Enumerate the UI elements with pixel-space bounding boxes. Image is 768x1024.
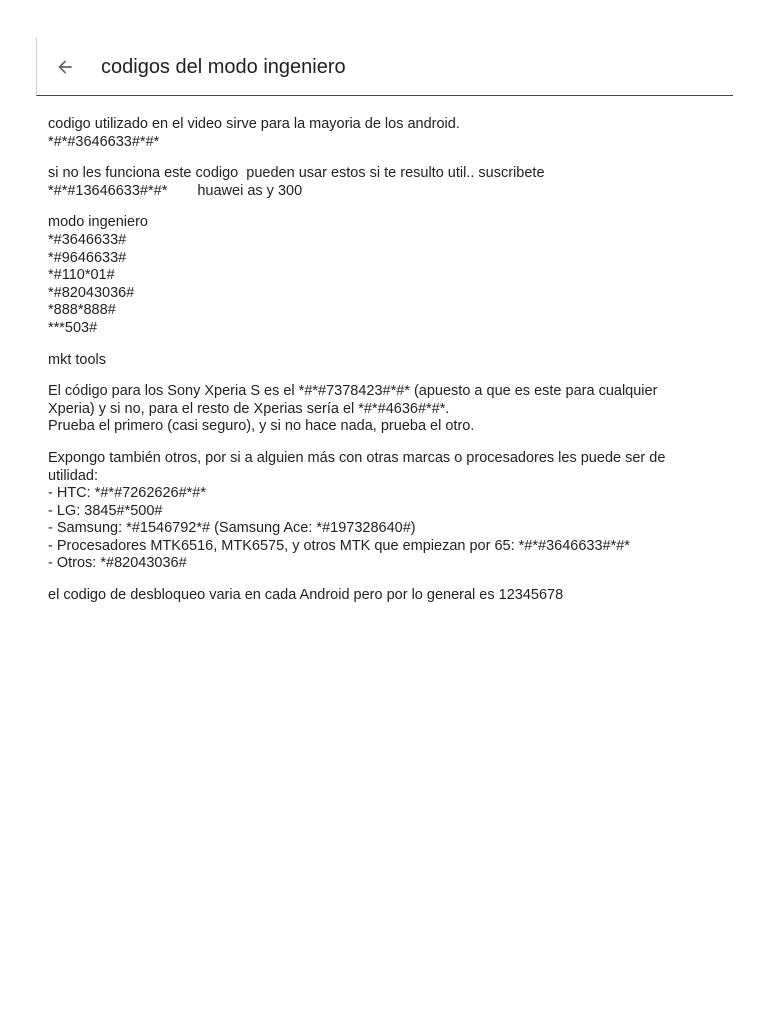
list-item: - Procesadores MTK6516, MTK6575, y otros MTK que empiezan por 65: *#*#3646633#*#*: [48, 537, 630, 554]
note-line: [48, 183, 708, 201]
app-bar: [36, 38, 733, 96]
code-text: *#*#13646633#*#*: [48, 182, 168, 199]
note-line: *#110*01#: [48, 267, 115, 284]
note-line: Expongo también otros, por si a alguien más con otras marcas o procesadores les puede ser de utilidad:: [48, 449, 666, 484]
list-item: - Otros: *#82043036#: [48, 555, 187, 572]
list-item: - LG: 3845#*500#: [48, 502, 163, 519]
note-paragraph: [48, 116, 708, 151]
note-paragraph: [48, 214, 708, 337]
list-item: - HTC: *#*#7262626#*#*: [48, 485, 206, 502]
note-title: codigos del modo ingeniero: [101, 56, 346, 78]
note-line: si no les funciona este codigo pueden usar estos si te resulto util.. suscribete: [48, 165, 545, 182]
list-item: - Samsung: *#1546792*# (Samsung Ace: *#197328640#): [48, 520, 416, 537]
back-button[interactable]: [51, 53, 79, 81]
note-line: *#9646633#: [48, 249, 127, 266]
note-line: codigo utilizado en el video sirve para la mayoria de los android.: [48, 116, 460, 132]
note-line: mkt tools: [48, 351, 107, 368]
note-line: *888*888#: [48, 302, 116, 319]
note-line: Prueba el primero (casi seguro), y si no hace nada, prueba el otro.: [48, 418, 475, 435]
note-body: [48, 116, 708, 619]
note-line: *#3646633#: [48, 231, 127, 248]
note-paragraph: [48, 450, 708, 573]
note-paragraph: [48, 383, 708, 436]
note-paragraph: [48, 165, 708, 200]
note-line: el codigo de desbloqueo varia en cada Android pero por lo general es 12345678: [48, 587, 564, 604]
note-line: *#82043036#: [48, 284, 135, 301]
note-line: El código para los Sony Xperia S es el *#*#7378423#*#* (apuesto a que es este para cualquier Xperia) y si no, para el resto de Xperias sería el *#*#4636#*#*.: [48, 383, 658, 417]
note-paragraph: [48, 587, 708, 605]
note-line: *#*#3646633#*#*: [48, 133, 160, 150]
note-line: ***503#: [48, 319, 98, 336]
note-paragraph: [48, 352, 708, 370]
arrow-left-icon: [55, 57, 75, 77]
note-line: modo ingeniero: [48, 214, 148, 231]
code-note-text: huawei as y 300: [197, 182, 303, 199]
